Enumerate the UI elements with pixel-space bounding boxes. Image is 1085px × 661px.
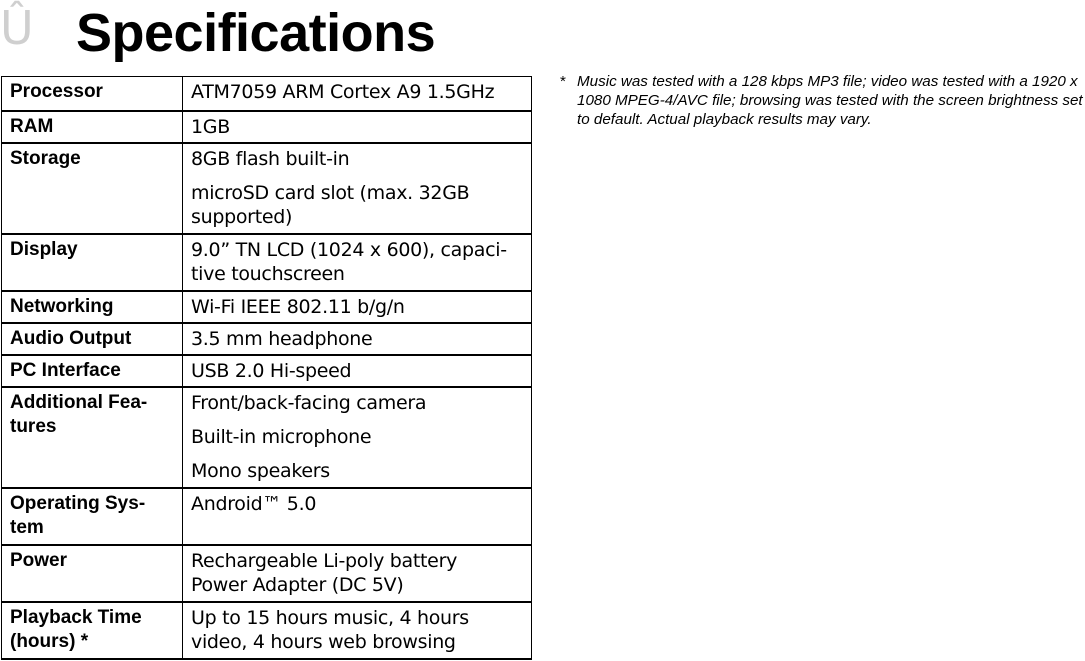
spec-value-line: Front/back-facing camera [191,391,427,414]
footnote-marker: * [560,73,566,90]
spec-row-storage [2,143,532,234]
spec-row-operating-system [2,488,532,545]
spec-value [183,387,532,488]
footnote-text: Music was tested with a 128 kbps MP3 file; video was tested with a 1920 x 1080 MPEG-4/AVC file; browsing was tested with the screen brightness set to default. Actual playback results may vary. [577,73,1083,128]
spec-row-playback-time [2,602,532,659]
spec-value [183,77,532,111]
spec-value-line: Android™ 5.0 [191,492,317,515]
spec-value [183,291,532,323]
spec-label: Storage [2,143,183,234]
spec-value [183,488,532,545]
spec-value [183,323,532,355]
spec-label: Networking [2,291,183,323]
spec-value-line: Power Adapter (DC 5V) [191,573,404,596]
spec-row-pc-interface [2,355,532,387]
spec-label: Audio Output [2,323,183,355]
spec-label: Power [2,545,183,602]
spec-value-line: Mono speakers [191,459,330,482]
spec-value-line: Built-in microphone [191,425,372,448]
spec-row-processor [2,77,532,111]
footnote [560,72,1085,129]
spec-value [183,545,532,602]
spec-value-line: Up to 15 hours music, 4 hours video, 4 hours web browsing [191,606,469,653]
spec-label: Display [2,234,183,291]
spec-row-additional-features [2,387,532,488]
specifications-table [1,76,532,660]
page-title: Specifications [76,3,436,63]
spec-label: RAM [2,111,183,143]
spec-value-line: 1GB [191,115,230,138]
spec-value [183,602,532,659]
spec-label: Processor [2,77,183,111]
spec-value [183,355,532,387]
spec-row-ram [2,111,532,143]
spec-label: PC Interface [2,355,183,387]
spec-value-line: Rechargeable Li-poly battery [191,549,458,572]
spec-value-line: microSD card slot (max. 32GB supported) [191,181,470,228]
spec-value [183,111,532,143]
spec-value-line: 9.0” TN LCD (1024 x 600), capaci-tive touchscreen [191,238,507,285]
spec-label: Additional Fea-tures [2,387,183,488]
spec-row-audio-output [2,323,532,355]
spec-value-line: 3.5 mm headphone [191,327,373,350]
spec-value [183,234,532,291]
spec-row-display [2,234,532,291]
spec-value-line: 8GB flash built-in [191,147,350,170]
spec-row-networking [2,291,532,323]
spec-label: Playback Time (hours) * [2,602,183,659]
spec-label: Operating Sys-tem [2,488,183,545]
spec-value-line: USB 2.0 Hi-speed [191,359,352,382]
spec-value-line: Wi-Fi IEEE 802.11 b/g/n [191,295,405,318]
spec-value-line: ATM7059 ARM Cortex A9 1.5GHz [191,81,495,103]
spec-row-power [2,545,532,602]
spec-value [183,143,532,234]
header-bullet-glyph: Û [0,1,34,55]
